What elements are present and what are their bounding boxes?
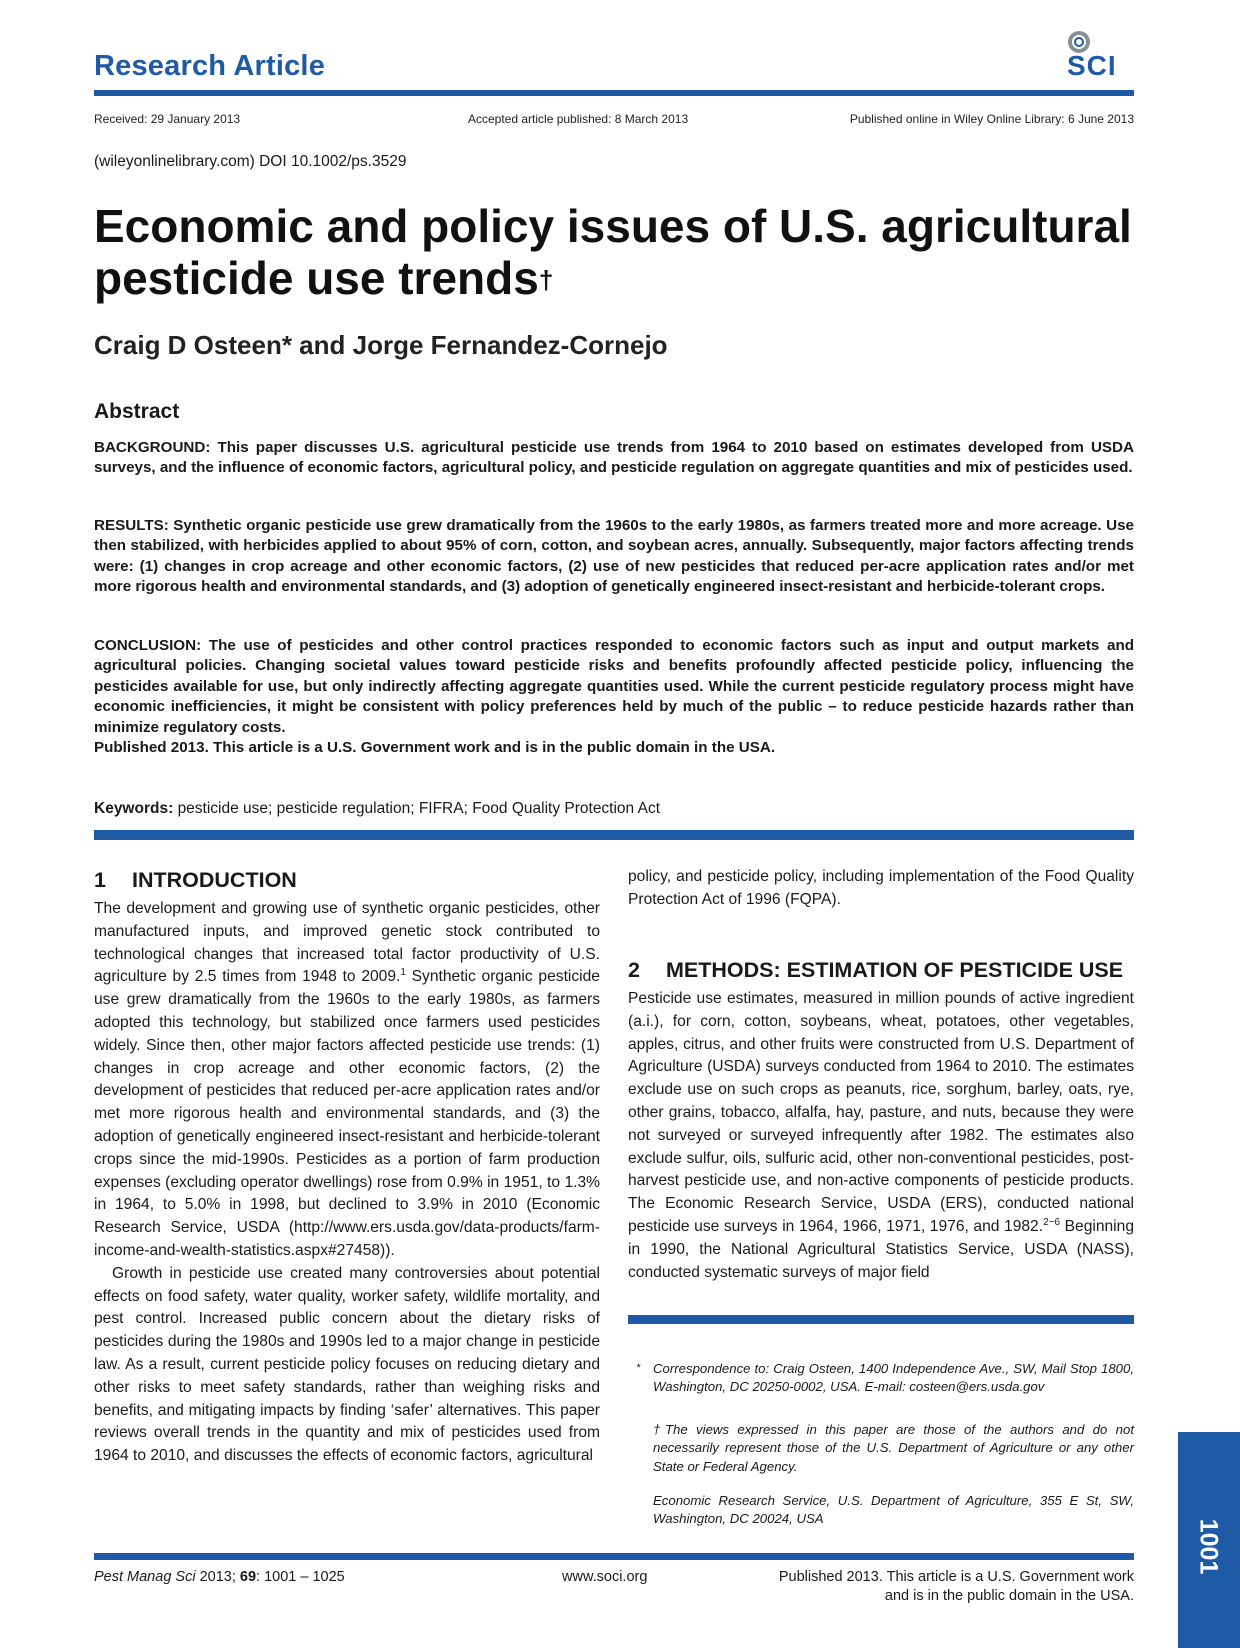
methods-heading: [628, 958, 1123, 983]
methods-p1-a: Pesticide use estimates, measured in million pounds of active ingredient (a.i.), for corn, cotton, soybeans, wheat, potatoes, other vegetables, apples, citrus, and other fruits were constructed from U.S. Department of Agriculture (USDA) surveys conducted from 1964 to 2010. The estimates exclude use on such crops as peanuts, rice, sorghum, barley, oats, rye, other grains, tobacco, alfalfa, hay, pasture, and nuts, because they were not surveyed or surveyed infrequently after 1982. The estimates also exclude sulfur, oils, sulfuric acid, other non-conventional pesticides, post-harvest pesticide use, and non-active components of pesticide products. The Economic Research Service, USDA (ERS), conducted national pesticide use surveys in 1964, 1966, 1971, 1976, and 1982.: [628, 990, 1134, 1235]
methods-body: [628, 988, 1134, 1284]
abstract-background: BACKGROUND: This paper discusses U.S. agricultural pesticide use trends from 1964 to 2010 based on estimates developed from USDA surveys, and the influence of economic factors, agricultural policy, and pesticide regulation on aggregate quantities and mix of pesticides used.: [94, 439, 1134, 477]
abstract-copyright: Published 2013. This article is a U.S. Government work and is in the public domain in the USA.: [94, 739, 776, 756]
affiliation-note: Economic Research Service, U.S. Department of Agriculture, 355 E St, SW, Washington, DC 20024, USA: [653, 1493, 1134, 1527]
sci-logo: [1055, 28, 1135, 84]
section-label: Research Article: [94, 50, 326, 82]
keywords-list: pesticide use; pesticide regulation; FIFRA; Food Quality Protection Act: [177, 800, 661, 817]
intro-heading: [94, 868, 297, 893]
published-online-date: Published online in Wiley Online Library: 6 June 2013: [849, 112, 1134, 126]
intro-continuation: policy, and pesticide policy, including implementation of the Food Quality Protection Act of 1996 (FQPA).: [628, 868, 1134, 908]
accepted-date: Accepted article published: 8 March 2013: [468, 112, 689, 126]
title-line-2-text: pesticide use trends: [94, 252, 539, 304]
footnote-rule: [628, 1315, 1134, 1324]
intro-paragraph-1: [94, 898, 600, 1263]
footer-journal: Pest Manag Sci: [94, 1569, 196, 1585]
intro-body: [94, 898, 600, 1468]
page-number: 1001: [1194, 1518, 1223, 1575]
footer-rule: [94, 1553, 1134, 1560]
abstract-conclusion: CONCLUSION: The use of pesticides and other control practices responded to economic factors such as input and output markets and agricultural policies. Changing societal values toward pesticide risks and benefits profoundly affected pesticide policy, influencing the pesticides available for use, but only indirectly affecting aggregate quantities used. While the current pesticide regulatory process might have economic inefficiencies, it might be consistent with policy preferences held by much of the public – to reduce pesticide hazards rather than minimize regulatory costs.: [94, 637, 1134, 736]
footer-copyright-line-2: and is in the public domain in the USA.: [884, 1588, 1134, 1604]
intro-paragraph-2: Growth in pesticide use created many controversies about potential effects on food safety, water quality, worker safety, wildlife mortality, and pest control. Increased public concern about the dietary risks of pesticides during the 1980s and 1990s led to a major change in pesticide law. As a result, current pesticide policy focuses on reducing dietary and other risks to meet safety standards, rather than weighing risks and benefits, and mitigating impacts by finding ‘safer’ alternatives. This paper reviews overall trends in the quantity and mix of pesticides used from 1964 to 2010, and discusses the effects of economic factors, agricultural: [94, 1264, 600, 1465]
intro-p1-a: The development and growing use of synthetic organic pesticides, other manufactured inputs, and improved genetic stock contributed to technological changes that increased total factor productivity of U.S. agriculture by 2.5 times from 1948 to 2009.: [94, 900, 600, 986]
footer-year: 2013;: [195, 1569, 240, 1585]
keywords-label: Keywords:: [94, 800, 174, 817]
footer-website[interactable]: www.soci.org: [562, 1569, 648, 1585]
header-rule: [94, 90, 1134, 96]
methods-number: 2: [628, 958, 640, 982]
title-line-2: [94, 252, 1154, 304]
correspondence-mark: *: [636, 1362, 641, 1374]
footer-copyright: [779, 1568, 1134, 1606]
received-date: Received: 29 January 2013: [94, 112, 241, 126]
abstract-results: RESULTS: Synthetic organic pesticide use grew dramatically from the 1960s to the early 1980s, as farmers treated more and more acreage. Use then stabilized, with herbicides applied to about 95% of corn, cotton, and soybean acres, annually. Subsequently, major factors affecting trends were: (1) changes in crop acreage and other economic factors, (2) use of new pesticides that reduced per-acre application rates and/or met more rigorous health and environmental standards, and (3) adoption of genetically engineered insect-resistant and herbicide-tolerant crops.: [94, 517, 1134, 596]
abstract-heading: Abstract: [94, 400, 180, 423]
methods-title: METHODS: ESTIMATION OF PESTICIDE USE: [666, 958, 1124, 982]
footer-volume: 69: [239, 1569, 257, 1585]
intro-p1-b: Synthetic organic pesticide use grew dramatically from the 1960s to the early 1980s, as farmers adopted this technology, but stabilized once farmers used pesticides widely. Since then, other major factors affected pesticide use trends: (1) changes in crop acreage and other economic factors, (2) the development of pesticides that reduced per-acre application rates and/or met more rigorous health and environmental standards, and (3) the adoption of genetically engineered insect-resistant and herbicide-tolerant crops since the mid-1990s. Pesticides as a portion of farm production expenses (excluding operator dwellings) rose from 0.9% in 1951, to 1.3% in 1964, to 5.0% in 1998, but declined to 3.9% in 2010 (Economic Research Service, USDA (http://www.ers.usda.gov/data-products/farm-income-and-wealth-statistics.aspx#27458)).: [94, 968, 600, 1259]
disclaimer-note: †The views expressed in this paper are those of the authors and do not necessarily represent those of the U.S. Department of Agriculture or any other State or Federal Agency.: [653, 1422, 1134, 1474]
title-line-1: Economic and policy issues of U.S. agricultural: [94, 200, 1132, 252]
article-title: [94, 200, 1154, 304]
sci-logo-text: SCI: [1067, 50, 1117, 81]
title-dagger: †: [538, 265, 554, 295]
abstract-rule: [94, 830, 1134, 840]
intro-number: 1: [94, 868, 106, 892]
footer-citation: [94, 1568, 345, 1587]
footer-copyright-line-1: Published 2013. This article is a U.S. Government work: [778, 1569, 1134, 1585]
keywords: [94, 800, 660, 818]
methods-p1-b: Beginning in 1990, the National Agricultural Statistics Service, USDA (NASS), conducted systematic surveys of major field: [628, 1217, 1134, 1281]
methods-ref: 2−6: [1043, 1216, 1061, 1228]
intro-ref-1: 1: [400, 967, 406, 979]
page-number-tab: [1178, 1432, 1240, 1648]
footer-pages: : 1001 – 1025: [256, 1569, 345, 1585]
intro-title: INTRODUCTION: [132, 868, 297, 892]
authors: Craig D Osteen* and Jorge Fernandez-Cornejo: [94, 330, 668, 360]
doi: (wileyonlinelibrary.com) DOI 10.1002/ps.3529: [94, 153, 407, 170]
correspondence-note: Correspondence to: Craig Osteen, 1400 Independence Ave., SW, Mail Stop 1800, Washington, DC 20250-0002, USA. E-mail: costeen@ers.usda.gov: [653, 1361, 1134, 1395]
